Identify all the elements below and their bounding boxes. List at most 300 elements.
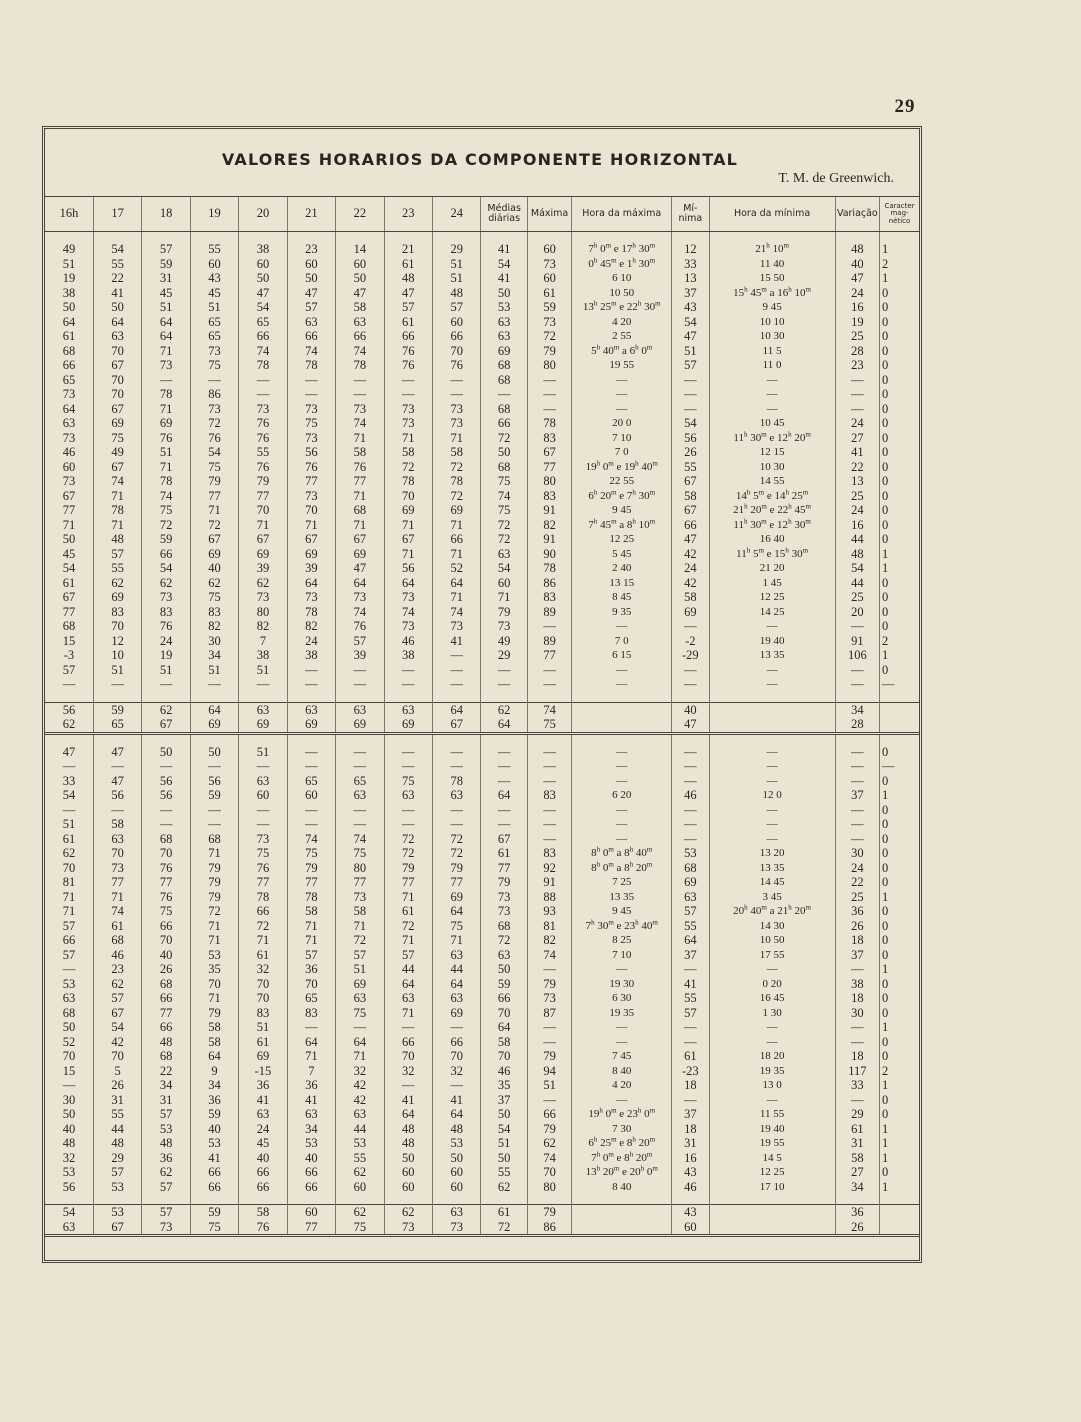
- cell: —: [527, 677, 571, 692]
- cell: 44: [835, 576, 879, 591]
- cell: 66: [142, 547, 190, 562]
- cell: 60: [384, 1165, 432, 1180]
- cell: —: [527, 774, 571, 789]
- cell: 33: [672, 257, 709, 272]
- cell: 61: [384, 257, 432, 272]
- cell: 13$^h$ 20$^m$ e 20$^h$ 0$^m$: [572, 1165, 672, 1180]
- cell: —: [481, 803, 527, 818]
- cell: 73: [287, 431, 335, 446]
- spacer-cell: [384, 1194, 432, 1205]
- cell: 58: [190, 1035, 238, 1050]
- spacer-cell: [672, 232, 709, 243]
- table-row: [45, 991, 919, 1006]
- cell: —: [672, 1020, 709, 1035]
- cell: 73: [62, 430, 76, 445]
- cell: 0: [880, 373, 919, 388]
- cell: 71: [62, 889, 76, 904]
- cell: —: [142, 373, 190, 388]
- cell: 73: [384, 416, 432, 431]
- cell: 72: [190, 904, 238, 919]
- means-row: [45, 1220, 919, 1236]
- cell: 77: [384, 875, 432, 890]
- cell: 14 45: [709, 875, 835, 890]
- cell: 41: [481, 242, 527, 257]
- cell: 79: [433, 861, 481, 876]
- cell: 61: [384, 315, 432, 330]
- table-row: [45, 373, 919, 388]
- cell: 73: [336, 590, 384, 605]
- spacer-cell: [481, 692, 527, 703]
- cell: —: [880, 759, 919, 774]
- cell: 83: [287, 1006, 335, 1021]
- table-row: [45, 677, 919, 692]
- cell: 0$^h$ 45$^m$ e 1$^h$ 30$^m$: [572, 257, 672, 272]
- cell: 64: [287, 576, 335, 591]
- column-header-medias: Médias diárias: [481, 197, 527, 232]
- cell: 67: [62, 590, 76, 604]
- spacer-cell: [672, 692, 709, 703]
- cell: 74: [287, 832, 335, 847]
- cell: 58: [672, 590, 709, 605]
- cell: 0: [880, 329, 919, 344]
- cell: 79: [527, 977, 571, 992]
- cell: 57: [433, 300, 481, 315]
- means-row: [45, 1205, 919, 1220]
- cell: 51: [672, 344, 709, 359]
- cell: 63: [672, 890, 709, 905]
- spacer-cell: [835, 733, 879, 745]
- table-row: [45, 590, 919, 605]
- cell: 46: [93, 948, 141, 963]
- spacer-cell: [672, 1194, 709, 1205]
- cell: 13 0: [709, 1078, 835, 1093]
- cell: 51: [93, 663, 141, 678]
- cell: —: [93, 677, 141, 692]
- cell: 75: [142, 503, 190, 518]
- cell: —: [835, 759, 879, 774]
- cell: 48: [835, 547, 879, 562]
- spacer-cell: [572, 692, 672, 703]
- cell: 11 40: [709, 257, 835, 272]
- cell: 66: [190, 1180, 238, 1195]
- cell: 41: [835, 445, 879, 460]
- table-row: [45, 1035, 919, 1050]
- column-header-caracter: Caracter mag-nético: [880, 197, 919, 232]
- cell: 71: [93, 518, 141, 533]
- cell: 63: [336, 991, 384, 1006]
- table-row: [45, 619, 919, 634]
- cell: 58: [190, 1020, 238, 1035]
- cell: 1: [880, 561, 919, 576]
- cell: 63: [384, 788, 432, 803]
- spacer-cell: [45, 692, 93, 703]
- cell: 48: [433, 1122, 481, 1137]
- cell: 37: [672, 1107, 709, 1122]
- cell: 62: [481, 702, 527, 717]
- hourly-values-table: [45, 196, 919, 1237]
- cell: 79: [190, 875, 238, 890]
- table-row: [45, 358, 919, 373]
- cell: —: [572, 619, 672, 634]
- cell: 70: [433, 1049, 481, 1064]
- cell: —: [572, 745, 672, 760]
- cell: 82: [527, 518, 571, 533]
- cell: 31: [142, 271, 190, 286]
- cell: 0: [880, 1049, 919, 1064]
- cell: 72: [481, 1220, 527, 1236]
- cell: 63: [287, 315, 335, 330]
- cell: —: [481, 745, 527, 760]
- cell: 13 15: [572, 576, 672, 591]
- cell: 62: [93, 977, 141, 992]
- cell: 48: [93, 1136, 141, 1151]
- cell: 41: [384, 1093, 432, 1108]
- cell: —: [384, 373, 432, 388]
- cell: 26: [672, 445, 709, 460]
- cell: 10 30: [709, 329, 835, 344]
- cell: —: [433, 1020, 481, 1035]
- cell: 77: [287, 875, 335, 890]
- cell: —: [190, 817, 238, 832]
- cell: 62: [239, 576, 287, 591]
- cell: —: [835, 677, 879, 692]
- cell: 10 10: [709, 315, 835, 330]
- cell: 51: [433, 271, 481, 286]
- cell: 82: [527, 933, 571, 948]
- cell: 21$^h$ 10$^m$: [709, 242, 835, 257]
- cell: 76: [336, 460, 384, 475]
- cell: 77: [433, 875, 481, 890]
- cell: 73: [190, 402, 238, 417]
- cell: 71: [384, 1006, 432, 1021]
- cell: —: [835, 1093, 879, 1108]
- cell: 6 20: [572, 788, 672, 803]
- table-row: [45, 518, 919, 533]
- cell: 77: [239, 489, 287, 504]
- cell: 70: [239, 977, 287, 992]
- cell: —: [239, 759, 287, 774]
- cell: 50: [93, 300, 141, 315]
- cell: 56: [45, 702, 93, 717]
- cell: 57: [93, 991, 141, 1006]
- cell: [572, 717, 672, 733]
- cell: 70: [93, 344, 141, 359]
- cell: 13 35: [709, 861, 835, 876]
- cell: 57: [336, 948, 384, 963]
- cell: 70: [142, 933, 190, 948]
- cell: 64: [433, 576, 481, 591]
- cell: 0: [880, 745, 919, 760]
- cell: 58: [433, 445, 481, 460]
- cell: —: [527, 619, 571, 634]
- cell: 1: [880, 547, 919, 562]
- cell: 75: [190, 460, 238, 475]
- spacer-cell: [190, 232, 238, 243]
- cell: 66: [672, 518, 709, 533]
- cell: [572, 1220, 672, 1236]
- cell: 72: [142, 518, 190, 533]
- cell: 65: [287, 774, 335, 789]
- cell: 1: [880, 962, 919, 977]
- cell: 74: [93, 474, 141, 489]
- cell: —: [481, 387, 527, 402]
- cell: 61: [481, 846, 527, 861]
- cell: 75: [287, 846, 335, 861]
- cell: 61: [835, 1122, 879, 1137]
- cell: 32: [239, 962, 287, 977]
- cell: 19 35: [572, 1006, 672, 1021]
- cell: 73: [239, 832, 287, 847]
- cell: 16: [835, 300, 879, 315]
- spacer-cell: [835, 232, 879, 243]
- cell: 75: [190, 590, 238, 605]
- cell: 81: [527, 919, 571, 934]
- cell: 54: [142, 561, 190, 576]
- spacer-cell: [481, 733, 527, 745]
- cell: 79: [481, 875, 527, 890]
- cell: 30: [62, 1092, 76, 1107]
- cell: 117: [835, 1064, 879, 1079]
- spacer-cell: [239, 232, 287, 243]
- table-row: [45, 745, 919, 760]
- cell: 49: [93, 445, 141, 460]
- cell: 16 40: [709, 532, 835, 547]
- cell: 41: [481, 271, 527, 286]
- cell: 78: [336, 358, 384, 373]
- cell: 64: [384, 576, 432, 591]
- cell: —: [336, 803, 384, 818]
- cell: 51: [142, 300, 190, 315]
- cell: —: [287, 1020, 335, 1035]
- spacer-row: [45, 1194, 919, 1205]
- cell: 25: [835, 489, 879, 504]
- cell: —: [62, 677, 76, 691]
- cell: 60: [433, 1180, 481, 1195]
- cell: 64: [433, 904, 481, 919]
- cell: 72: [239, 919, 287, 934]
- spacer-cell: [709, 692, 835, 703]
- cell: —: [481, 759, 527, 774]
- cell: 51: [190, 663, 238, 678]
- spacer-cell: [190, 692, 238, 703]
- cell: 75: [287, 416, 335, 431]
- cell: 0: [880, 948, 919, 963]
- cell: 71: [384, 547, 432, 562]
- cell: 69: [190, 547, 238, 562]
- cell: 12 25: [709, 590, 835, 605]
- cell: 67: [93, 1220, 141, 1236]
- cell: [572, 1205, 672, 1220]
- cell: 66: [239, 329, 287, 344]
- cell: —: [384, 677, 432, 692]
- cell: 73: [336, 890, 384, 905]
- cell: —: [527, 402, 571, 417]
- cell: 15 50: [709, 271, 835, 286]
- cell: 42: [93, 1035, 141, 1050]
- cell: 69: [336, 977, 384, 992]
- cell: 72: [336, 933, 384, 948]
- cell: 36: [835, 1205, 879, 1220]
- cell: 40: [190, 1122, 238, 1137]
- spacer-cell: [384, 232, 432, 243]
- cell: 78: [527, 561, 571, 576]
- cell: 47: [336, 561, 384, 576]
- cell: —: [835, 817, 879, 832]
- cell: 0: [880, 518, 919, 533]
- cell: 46: [384, 634, 432, 649]
- cell: 5$^h$ 40$^m$ a 6$^h$ 0$^m$: [572, 344, 672, 359]
- cell: 47: [93, 745, 141, 760]
- cell: 48: [384, 1122, 432, 1137]
- cell: 60: [190, 257, 238, 272]
- cell: 79: [190, 1006, 238, 1021]
- cell: 57: [287, 948, 335, 963]
- cell: 69: [433, 503, 481, 518]
- cell: 71: [384, 933, 432, 948]
- cell: 63: [336, 315, 384, 330]
- cell: 58: [93, 817, 141, 832]
- cell: -29: [672, 648, 709, 663]
- cell: 56: [93, 788, 141, 803]
- cell: 41: [433, 634, 481, 649]
- cell: 72: [433, 489, 481, 504]
- cell: 73: [527, 315, 571, 330]
- cell: 2 40: [572, 561, 672, 576]
- cell: 74: [527, 702, 571, 717]
- cell: 48: [433, 286, 481, 301]
- cell: 48: [835, 242, 879, 257]
- cell: 7$^h$ 0$^m$ e 8$^h$ 20$^m$: [572, 1151, 672, 1166]
- cell: 32: [62, 1150, 76, 1165]
- cell: -15: [239, 1064, 287, 1079]
- table-row: [45, 890, 919, 905]
- spacer-cell: [336, 733, 384, 745]
- cell: 66: [287, 1180, 335, 1195]
- cell: 14$^h$ 5$^m$ e 14$^h$ 25$^m$: [709, 489, 835, 504]
- cell: 30: [835, 846, 879, 861]
- cell: 50: [142, 745, 190, 760]
- cell: —: [709, 1035, 835, 1050]
- cell: 36: [287, 962, 335, 977]
- cell: 65: [239, 315, 287, 330]
- cell: [880, 702, 919, 717]
- cell: 14 5: [709, 1151, 835, 1166]
- cell: —: [62, 1078, 76, 1092]
- cell: 52: [433, 561, 481, 576]
- cell: 47: [239, 286, 287, 301]
- cell: 58: [384, 445, 432, 460]
- cell: 77: [527, 460, 571, 475]
- cell: —: [287, 745, 335, 760]
- cell: 15: [62, 1063, 76, 1078]
- cell: 0: [880, 576, 919, 591]
- spacer-cell: [481, 232, 527, 243]
- cell: 0: [880, 445, 919, 460]
- cell: 61: [527, 286, 571, 301]
- cell: 72: [481, 518, 527, 533]
- cell: 73: [287, 402, 335, 417]
- cell: 70: [93, 387, 141, 402]
- cell: 48: [93, 532, 141, 547]
- cell: 65: [336, 774, 384, 789]
- cell: 18: [835, 933, 879, 948]
- cell: 12 25: [572, 532, 672, 547]
- cell: —: [527, 1035, 571, 1050]
- cell: 83: [527, 590, 571, 605]
- cell: —: [336, 373, 384, 388]
- cell: —: [384, 663, 432, 678]
- cell: 81: [62, 875, 76, 889]
- spacer-cell: [572, 1194, 672, 1205]
- cell: 0: [880, 532, 919, 547]
- cell: 19$^h$ 0$^m$ e 23$^h$ 0$^m$: [572, 1107, 672, 1122]
- cell: 69: [239, 717, 287, 733]
- cell: 0: [880, 774, 919, 789]
- table-row: [45, 547, 919, 562]
- cell: 7 0: [572, 445, 672, 460]
- cell: 4 20: [572, 315, 672, 330]
- cell: 64: [93, 315, 141, 330]
- cell: 41: [93, 286, 141, 301]
- cell: 77: [336, 875, 384, 890]
- cell: 68: [481, 358, 527, 373]
- cell: 2: [880, 634, 919, 649]
- cell: —: [433, 648, 481, 663]
- cell: 51: [190, 300, 238, 315]
- cell: 64: [481, 717, 527, 733]
- cell: 83: [142, 605, 190, 620]
- cell: 63: [481, 948, 527, 963]
- cell: 62: [93, 576, 141, 591]
- cell: 63: [384, 991, 432, 1006]
- table-row: [45, 1165, 919, 1180]
- cell: 41: [433, 1093, 481, 1108]
- cell: —: [336, 745, 384, 760]
- cell: 63: [62, 416, 76, 430]
- table-row: [45, 846, 919, 861]
- cell: 54: [239, 300, 287, 315]
- cell: 22: [835, 460, 879, 475]
- cell: 72: [190, 416, 238, 431]
- table-title: VALORES HORARIOS DA COMPONENTE HORIZONTAL: [221, 150, 739, 169]
- cell: 69: [672, 605, 709, 620]
- cell: 53: [287, 1136, 335, 1151]
- table-row: [45, 861, 919, 876]
- cell: 79: [190, 474, 238, 489]
- cell: 75: [384, 774, 432, 789]
- table-row: [45, 489, 919, 504]
- cell: 25: [835, 590, 879, 605]
- cell: 21: [384, 242, 432, 257]
- cell: 67: [142, 717, 190, 733]
- cell: —: [572, 677, 672, 692]
- cell: 0: [880, 846, 919, 861]
- spacer-cell: [239, 1194, 287, 1205]
- cell: 69: [384, 717, 432, 733]
- cell: 19 40: [709, 1122, 835, 1137]
- cell: 55: [93, 1107, 141, 1122]
- cell: 59: [142, 532, 190, 547]
- cell: 8$^h$ 0$^m$ a 8$^h$ 40$^m$: [572, 846, 672, 861]
- cell: 75: [239, 846, 287, 861]
- table-row: [45, 576, 919, 591]
- cell: 50: [190, 745, 238, 760]
- column-header-22: 22: [336, 197, 384, 232]
- cell: 64: [433, 1107, 481, 1122]
- cell: 69: [481, 344, 527, 359]
- cell: 47: [672, 532, 709, 547]
- means-row: [45, 702, 919, 717]
